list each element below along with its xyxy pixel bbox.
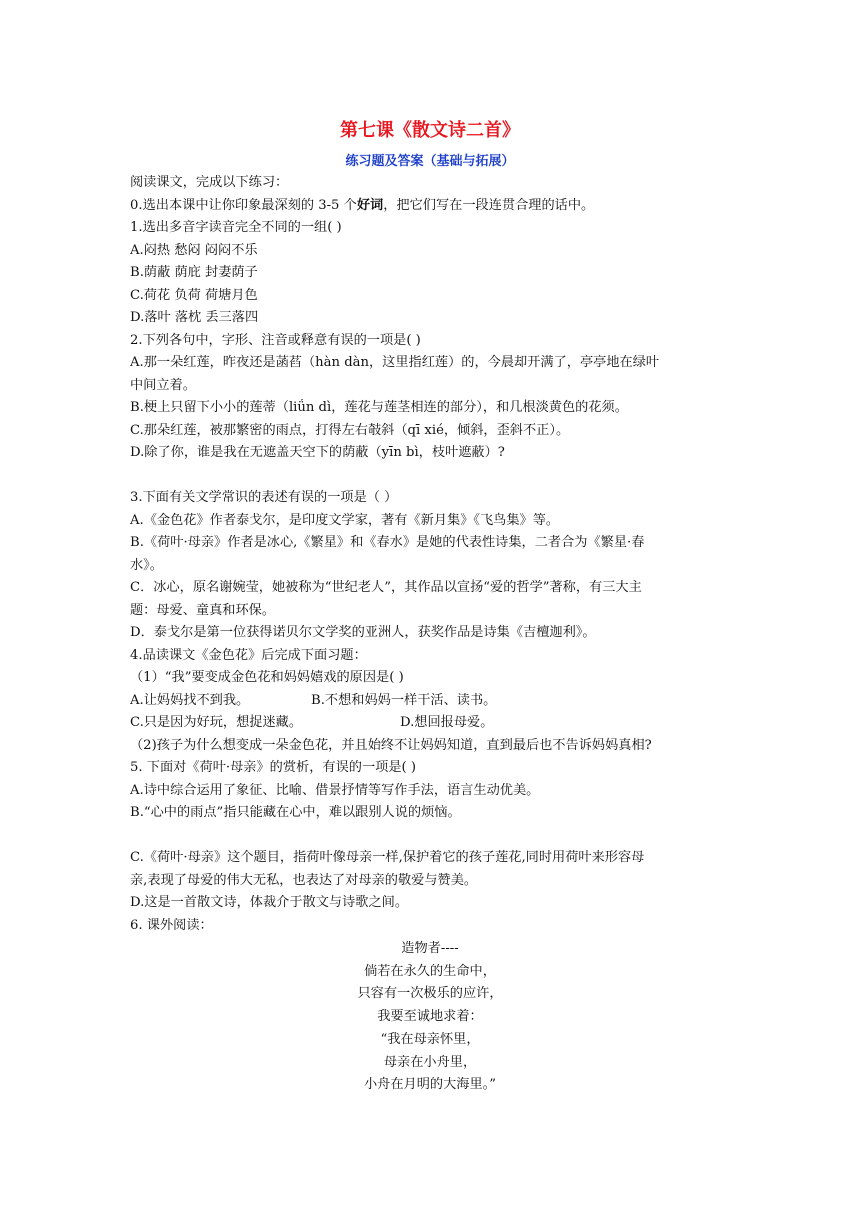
question-0 [130,195,730,218]
question-1-option-a: A.闷热 愁闷 闷闷不乐 [130,242,258,258]
question-1-stem: 1.选出多音字读音完全不同的一组( ) [130,220,342,235]
q0-suffix: ，把它们写在一段连贯合理的话中。 [383,197,595,213]
poem-line: 母亲在小舟里， [383,1054,477,1070]
exercise-body [130,172,730,937]
page-subtitle: 练习题及答案（基础与拓展） [345,154,515,169]
question-2-option-d: D.除了你，谁是我在无遮盖天空下的荫蔽（yīn bì，枝叶遮蔽）? [130,445,505,460]
poem-line: 只容有一次极乐的应许， [357,986,503,1002]
question-5-option-c-line1: C.《荷叶·母亲》这个题目，指荷叶像母亲一样,保护着它的孩子莲花,同时用荷叶来形容母 [130,850,645,865]
poem-line: “我在母亲怀里， [380,1031,480,1047]
question-2-option-b: B.梗上只留下小小的莲蒂（liǘn dì，莲花与莲茎相连的部分），和几根淡黄色的花须。 [130,400,628,415]
q4-option-d: D.想回报母爱。 [400,715,494,730]
poem-line: 倘若在永久的生命中， [364,963,496,979]
spacer [130,825,730,848]
question-2-option-c: C.那朵红莲，被那繁密的雨点，打得左右攲斜（qī xié，倾斜，歪斜不正）。 [130,422,570,438]
spacer [130,465,730,488]
question-3-option-b-line2: 水》。 [130,557,163,573]
question-5-option-c-line2: 亲,表现了母爱的伟大无私，也表达了对母亲的敬爱与赞美。 [130,872,478,888]
question-3-option-c-line1: C．冰心，原名谢婉莹，她被称为“世纪老人”，其作品以宣扬“爱的哲学”著称，有三大主 [130,580,642,595]
question-4-stem: 4.品读课文《金色花》后完成下面习题： [130,647,367,663]
page-title: 第七课《散文诗二首》 [340,120,520,141]
question-6-stem: 6. 课外阅读： [130,917,213,933]
question-2-stem: 2.下列各句中，字形、注音或释意有误的一项是( ) [130,332,421,348]
q0-keyword: 好词 [356,197,384,213]
question-3-option-d: D．泰戈尔是第一位获得诺贝尔文学奖的亚洲人，获奖作品是诗集《吉檀迦利》。 [130,625,596,640]
question-5-option-b: B.“心中的雨点”指只能藏在心中，难以跟别人说的烦恼。 [130,805,461,820]
q4-option-c: C.只是因为好玩，想捉迷藏。 [130,715,303,730]
intro-text: 阅读课文，完成以下练习： [130,175,289,190]
question-3-stem: 3.下面有关文学常识的表述有误的一项是（ ） [130,490,398,505]
question-4-sub1: （1）“我”要变成金色花和妈妈嬉戏的原因是( ) [130,670,404,685]
question-3-option-b-line1: B.《荷叶·母亲》作者是冰心,《繁星》和《春水》是她的代表性诗集，二者合为《繁星·春 [130,535,645,550]
question-3-option-a: A.《金色花》作者泰戈尔，是印度文学家，著有《新月集》《飞鸟集》等。 [130,512,560,528]
question-2-option-a-line2: 中间立着。 [130,377,196,393]
question-2-option-a-line1: A.那一朵红莲，昨夜还是菡萏（hàn dàn，这里指红莲）的，今晨却开满了，亭亭地在绿叶 [130,355,660,370]
question-3-option-c-line2: 题：母爱、童真和环保。 [130,602,276,618]
question-4-options-cd [130,712,730,735]
question-4-options-ab [130,690,730,713]
question-1-option-c: C.荷花 负荷 荷塘月色 [130,287,258,303]
poem-block [130,938,730,1097]
q0-prefix: 0.选出本课中让你印象最深刻的 3-5 个 [130,197,357,213]
poem-line: 我要至诚地求着： [377,1009,483,1025]
question-1-option-d: D.落叶 落枕 丢三落四 [130,310,259,325]
q4-option-a: A.让妈妈找不到我。 [130,692,250,708]
question-5-option-a: A.诗中综合运用了象征、比喻、借景抒情等写作手法，语言生动优美。 [130,782,540,798]
question-1-option-b: B.荫蔽 荫庇 封妻荫子 [130,265,258,280]
q4-option-b: B.不想和妈妈一样干活、读书。 [311,692,497,708]
question-5-option-d: D.这是一首散文诗，体裁介于散文与诗歌之间。 [130,895,409,910]
question-5-stem: 5. 下面对《荷叶·母亲》的赏析，有误的一项是( ) [130,760,417,775]
poem-line: 小舟在月明的大海里。” [363,1077,497,1093]
question-4-sub2: （2)孩子为什么想变成一朵金色花，并且始终不让妈妈知道，直到最后也不告诉妈妈真相? [130,737,652,753]
poem-line: 造物者---- [401,941,459,956]
